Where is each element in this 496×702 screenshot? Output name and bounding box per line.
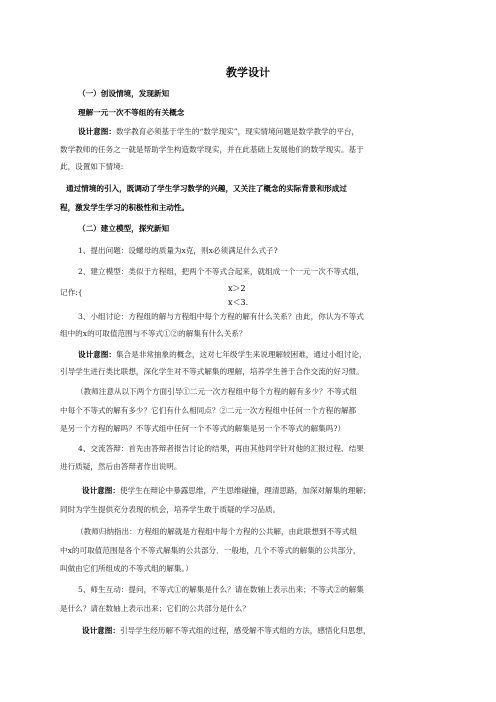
- item-5-line-1: 5、师生互动：提问，不等式①的解集是什么？请在数轴上表示出来；不等式②的解集: [78, 585, 364, 594]
- teacher-note-1-line-3: 是另一个方程的解吗？不等式组中任何一个不等式的解集是另一个不等式的解集吗?）: [60, 424, 346, 433]
- item-4-line-1: 4、交流答辩：首先由答辩者报告讨论的结果，再由其他同学针对他的汇报过程、结果: [78, 444, 364, 453]
- teacher-note-1-line-1: （教师注意从以下两个方面引导①二元一次方程组中每个方程的解有多少？不等式组: [76, 387, 357, 396]
- design-intent-1-line-2: 数学教师的任务之一就是帮助学生构造数学现实，并在此基础上发展他们的数学现实。基于: [60, 145, 364, 154]
- design-intent-label: 设计意图：: [78, 350, 116, 359]
- inequality-system-line-1: x＞2: [228, 284, 246, 293]
- teacher-note-2-line-3: 叫做由它们所组成的不等式组的解集。）: [60, 564, 193, 573]
- section1-heading: （一）创设情境，发现新知: [78, 89, 170, 98]
- item-3-line-1: 3、小组讨论：方程组的解与方程组中每个方程的解有什么关系？由此，你认为不等式: [78, 312, 364, 321]
- design-intent-label: 设计意图：: [78, 127, 116, 136]
- design-intent-4-line-1: [82, 626, 371, 636]
- design-intent-label: 设计意图：: [82, 486, 120, 495]
- design-intent-1-line-1: [78, 127, 359, 137]
- design-intent-text: 引导学生经历解不等式组的过程，感受解不等式组的方法，感悟化归思想，: [119, 626, 371, 635]
- design-intent-1-line-3: 此，设置如下情境:: [60, 162, 124, 171]
- item-2-line-1: 2、建立模型：类似于方程组，把两个不等式合起来，就组成一个一元一次不等式组，: [78, 267, 364, 276]
- highlight-line-1: 通过情境的引入，既调动了学生学习数学的兴趣，又关注了概念的实际背景和形成过: [66, 184, 347, 193]
- highlight-line-2: 程，激发学生学习的积极性和主动性。: [60, 203, 190, 212]
- design-intent-3-line-2: 同时为学生提供充分表现的机会，培养学生敢于质疑的学习品质。: [60, 505, 281, 514]
- item-1: 1、提出问题：设螺母的质量为x克，则x必须满足什么式子?: [78, 246, 278, 255]
- design-intent-3-line-1: [82, 486, 371, 496]
- design-intent-2-line-1: [78, 350, 367, 360]
- item-2-line-2: 记作:{: [60, 288, 83, 297]
- design-intent-2-line-2: 引导学生进行类比联想，深化学生对不等式解集的理解，培养学生善于合作交流的好习惯。: [60, 367, 364, 376]
- item-5-line-2: 是什么？请在数轴上表示出来；它们的公共部分是什么？: [60, 604, 250, 613]
- teacher-note-2-line-2: 中x的可取值范围是各个不等式解集的公共部分．一般地，几个不等式的解集的公共部分，: [60, 546, 361, 555]
- item-3-line-2: 组中的x的可取值范围与不等式①②的解集有什么关系？: [60, 329, 247, 338]
- teacher-note-2-line-1: （教师归纳指出：方程组的解就是方程组中每个方程的公共解，由此联想到不等式组: [76, 527, 357, 536]
- teacher-note-1-line-2: 中每个不等式的解有多少？它们有什么相同点？②二元一次方程组中任何一个方程的解都: [60, 406, 357, 415]
- section2-heading: （二）建立模型，探究新知: [78, 224, 170, 233]
- page-title: 教学设计: [226, 66, 270, 79]
- item-4-line-2: 进行质疑，然后由答辩者作出说明。: [60, 462, 182, 471]
- design-intent-label: 设计意图：: [82, 626, 120, 635]
- inequality-system-line-2: x＜3.: [228, 298, 249, 307]
- design-intent-text: 使学生在辩论中暴露思维，产生思维碰撞，理清思路，加深对解集的理解；: [119, 486, 371, 495]
- section1-subheading: 理解一元一次不等组的有关概念: [78, 108, 185, 117]
- design-intent-text: 数学教育必须基于学生的“数学现实”，现实情境问题是数学教学的平台，: [115, 127, 360, 136]
- design-intent-text: 集合是非常抽象的概念，这对七年级学生来说理解较困难，通过小组讨论，: [115, 350, 367, 359]
